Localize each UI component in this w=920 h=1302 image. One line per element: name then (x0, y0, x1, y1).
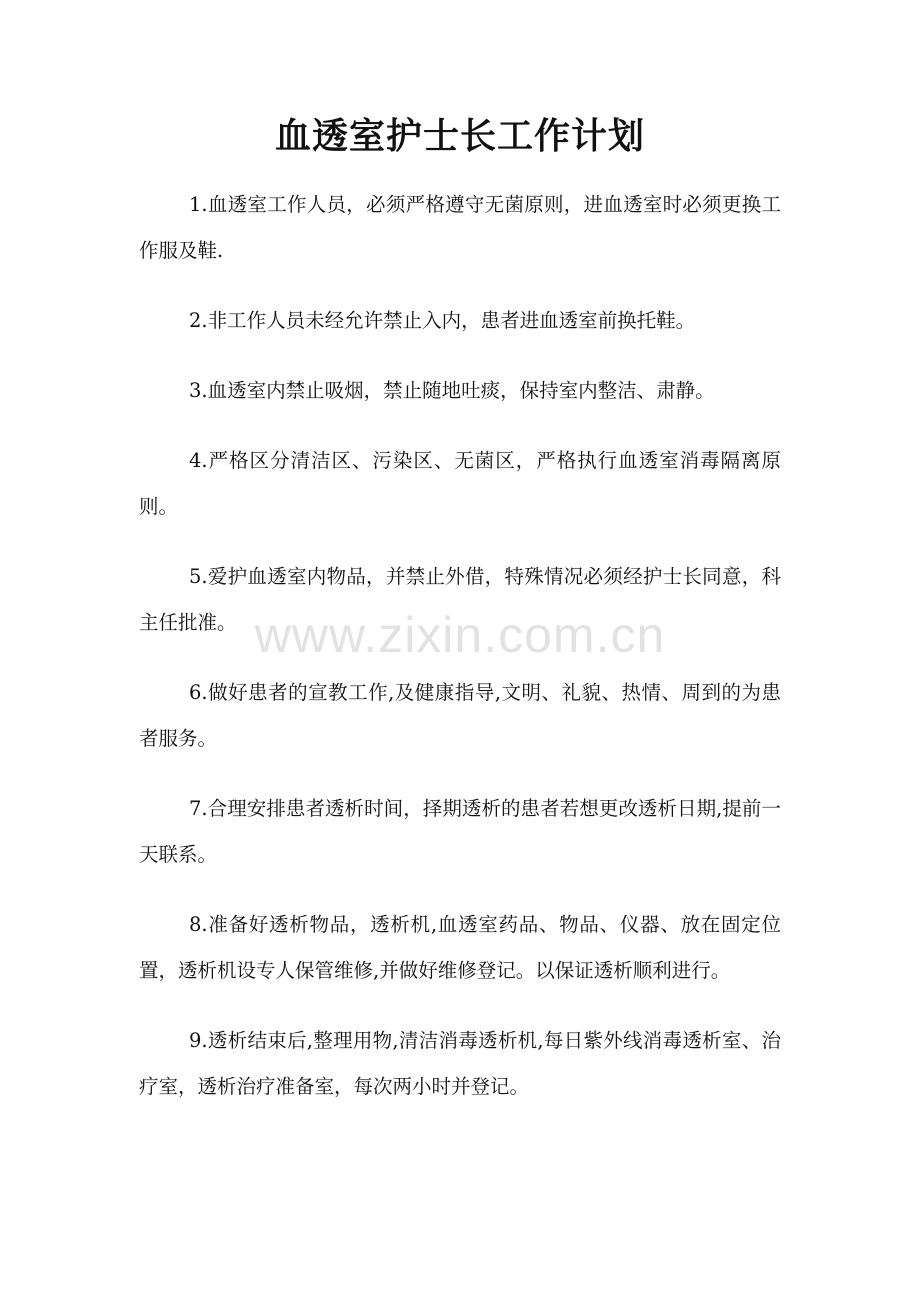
rule-item-6: 6.做好患者的宣教工作,及健康指导,文明、礼貌、热情、周到的为患者服务。 (139, 681, 781, 750)
site-watermark: www.zixin.com.cn (254, 607, 666, 663)
rules-list (139, 182, 781, 1110)
rule-item-4: 4.严格区分清洁区、污染区、无菌区，严格执行血透室消毒隔离原则。 (139, 449, 781, 518)
rule-item-2: 2.非工作人员未经允许禁止入内，患者进血透室前换托鞋。 (189, 309, 696, 332)
rule-item-8: 8.准备好透析物品，透析机,血透室药品、物品、仪器、放在固定位置，透析机设专人保管维修,并做好维修登记。以保证透析顺利进行。 (139, 913, 781, 982)
rule-item-5: 5.爱护血透室内物品，并禁止外借，特殊情况必须经护士长同意，科主任批准。 (139, 565, 781, 634)
rule-item-9: 9.透析结束后,整理用物,清洁消毒透析机,每日紫外线消毒透析室、治疗室，透析治疗准备室，每次两小时并登记。 (139, 1029, 781, 1098)
rule-item-3: 3.血透室内禁止吸烟，禁止随地吐痰，保持室内整洁、肃静。 (189, 379, 715, 402)
rule-item-1: 1.血透室工作人员，必须严格遵守无菌原则，进血透室时必须更换工作服及鞋. (139, 193, 781, 262)
rule-item-7: 7.合理安排患者透析时间，择期透析的患者若想更改透析日期,提前一天联系。 (139, 797, 781, 866)
document-title: 血透室护士长工作计划 (274, 115, 645, 157)
